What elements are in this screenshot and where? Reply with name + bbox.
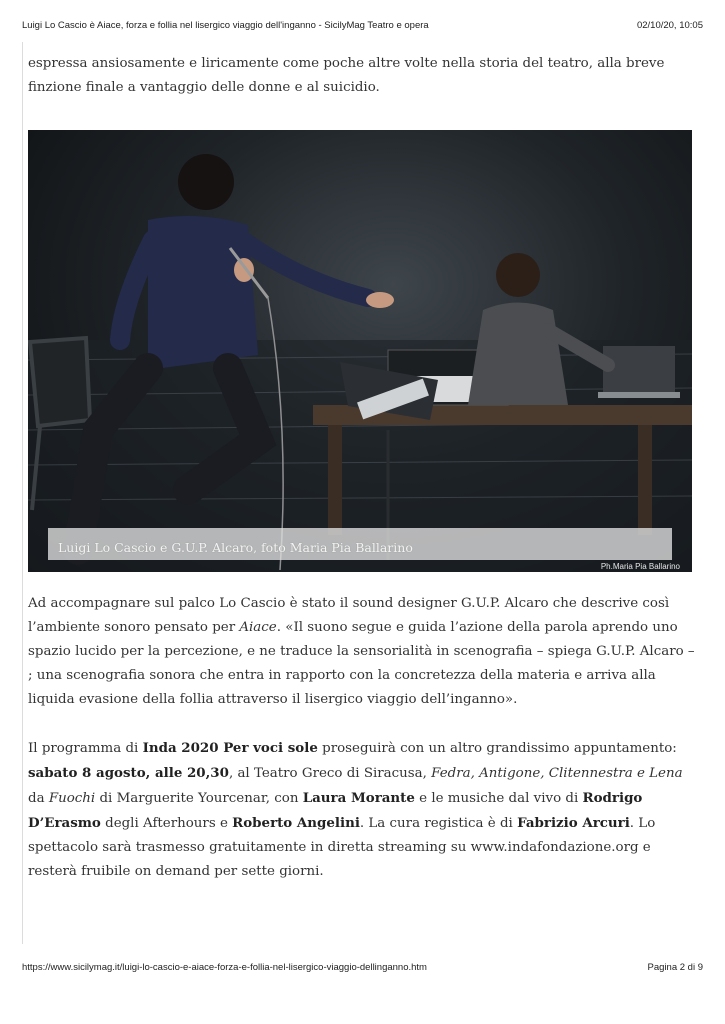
bold-run: Inda 2020 Per voci sole xyxy=(142,740,318,756)
text-run: Il programma di xyxy=(28,741,143,756)
italic-run: Fedra, Antigone, Clitennestra e Lena xyxy=(431,766,683,781)
left-border-rule xyxy=(22,42,23,944)
text-run: . Lo spettacolo sarà trasmesso gratuitamente in diretta streaming su www.indafondazione.org e resterà fruibile on demand per sette giorni. xyxy=(28,816,656,879)
italic-title: Aiace xyxy=(239,620,277,635)
photo-credit: Ph.Maria Pia Ballarino xyxy=(600,562,680,571)
intro-paragraph: espressa ansiosamente e liricamente come poche altre volte nella storia del teatro, alla breve finzione finale a vantaggio delle donne e al suicidio. xyxy=(28,56,665,95)
photo-caption: Luigi Lo Cascio e G.U.P. Alcaro, foto Maria Pia Ballarino xyxy=(58,540,413,555)
text-run: da xyxy=(28,791,49,806)
bold-run: Roberto Angelini xyxy=(232,815,360,831)
page-url: https://www.sicilymag.it/luigi-lo-cascio-e-aiace-forza-e-follia-nel-lisergico-viaggio-dellinganno.htm xyxy=(22,962,427,973)
text-run: e le musiche dal vivo di xyxy=(414,791,583,806)
text-run: di Marguerite Yourcenar, con xyxy=(95,791,303,806)
article-body xyxy=(28,52,696,884)
print-header xyxy=(22,20,703,31)
program-paragraph xyxy=(28,736,696,884)
page-number: Pagina 2 di 9 xyxy=(647,962,703,973)
page-title: Luigi Lo Cascio è Aiace, forza e follia nel lisergico viaggio dell'inganno - SicilyMag Teatro e opera xyxy=(22,20,429,31)
article-photo xyxy=(28,130,692,572)
text-run: proseguirà con un altro grandissimo appuntamento: xyxy=(317,741,677,756)
text-run: Ad accompagnare sul palco Lo Cascio è stato il sound designer G.U.P. Alcaro che descrive così l’ambiente sonoro pensato per xyxy=(28,596,670,635)
print-datetime: 02/10/20, 10:05 xyxy=(636,20,703,31)
text-run: . La cura registica è di xyxy=(359,816,518,831)
bold-run: Rodrigo D’Erasmo xyxy=(28,790,643,831)
text-run: . «Il suono segue e guida l’azione della parola aprendo uno spazio lucido per la percezione, e ne traduce la sensorialità in scenografia – spiega G.U.P. Alcaro – ; una scenografia sonora che entra in rapporto con la concretezza della materia e arriva alla liquida evasione della follia attraverso il lisergico viaggio dell’inganno». xyxy=(28,620,695,707)
print-footer xyxy=(22,962,703,973)
bold-run: sabato 8 agosto, alle 20,30 xyxy=(28,765,229,781)
stage-photo-illustration xyxy=(28,130,692,572)
bold-run: Fabrizio Arcuri xyxy=(517,815,630,831)
text-run: degli Afterhours e xyxy=(100,816,233,831)
text-run: , al Teatro Greco di Siracusa, xyxy=(228,766,432,781)
bold-run: Laura Morante xyxy=(302,790,415,806)
italic-run: Fuochi xyxy=(48,791,96,806)
sound-designer-paragraph xyxy=(28,592,696,712)
